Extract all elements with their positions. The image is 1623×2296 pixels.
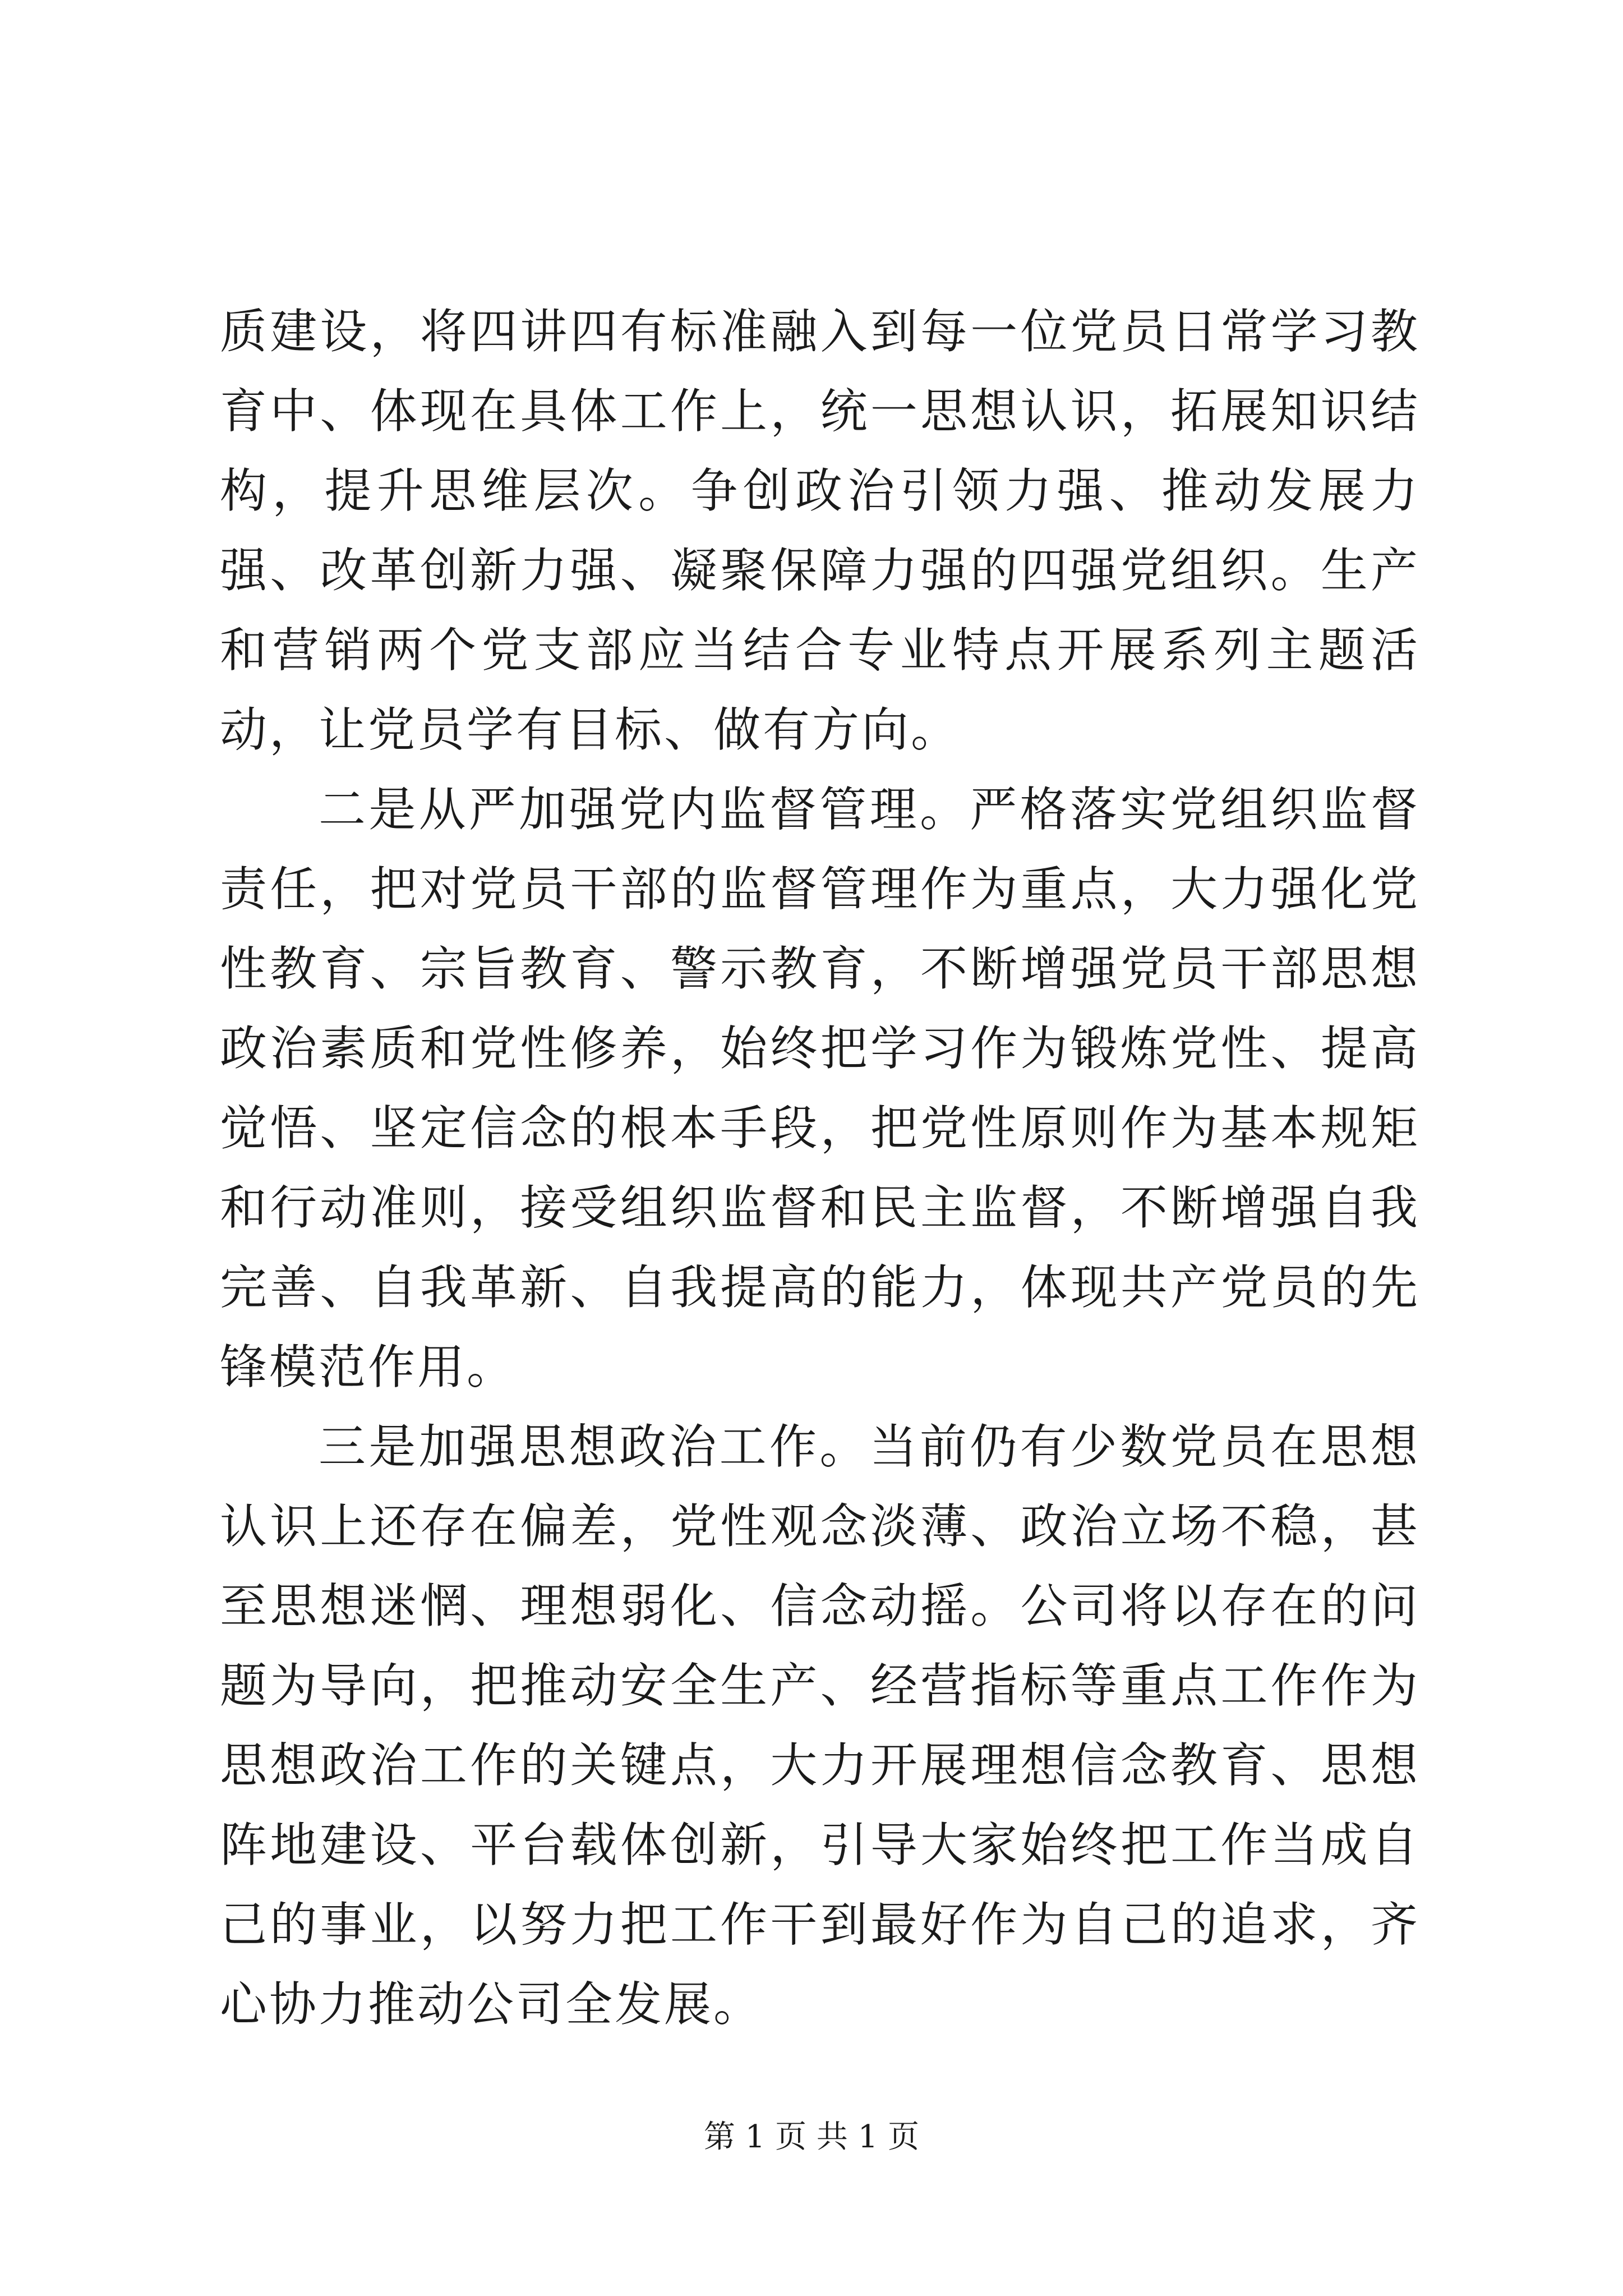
page-number-label: 第 1 页 共 1 页 — [703, 2119, 920, 2155]
paragraph-2: 二是从严加强党内监督管理。严格落实党组织监督责任，把对党员干部的监督管理作为重点，大力强化党性教育、宗旨教育、警示教育，不断增强党员干部思想政治素质和党性修养，始终把学习作为锻炼党性、提高觉悟、坚定信念的根本手段，把党性原则作为基本规矩和行动准则，接受组织监督和民主监督，不断增强自我完善、自我革新、自我提高的能力，体现共产党员的先锋模范作用。 — [220, 782, 1420, 1395]
paragraph-1: 质建设，将四讲四有标准融入到每一位党员日常学习教育中、体现在具体工作上，统一思想认识，拓展知识结构，提升思维层次。争创政治引领力强、推动发展力强、改革创新力强、凝聚保障力强的四强党组织。生产和营销两个党支部应当结合专业特点开展系列主题活动，让党员学有目标、做有方向。 — [220, 304, 1420, 757]
page-footer — [0, 2115, 1623, 2160]
paragraph-3: 三是加强思想政治工作。当前仍有少数党员在思想认识上还存在偏差，党性观念淡薄、政治立场不稳，甚至思想迷惘、理想弱化、信念动摇。公司将以存在的问题为导向，把推动安全生产、经营指标等重点工作作为思想政治工作的关键点，大力开展理想信念教育、思想阵地建设、平台载体创新，引导大家始终把工作当成自己的事业，以努力把工作干到最好作为自己的追求，齐心协力推动公司全发展。 — [220, 1419, 1420, 2032]
document-body — [220, 292, 1420, 2044]
